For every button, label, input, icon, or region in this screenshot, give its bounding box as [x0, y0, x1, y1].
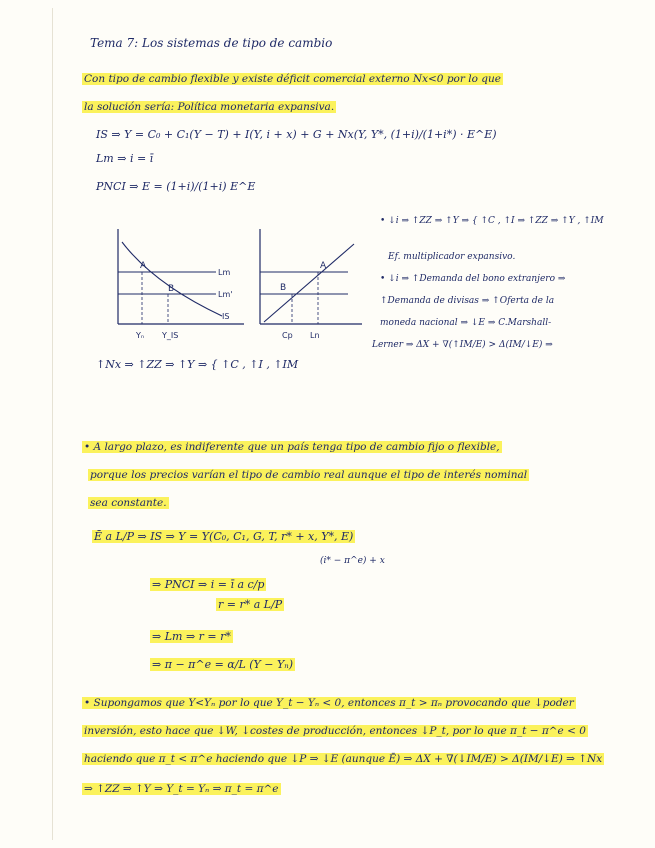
is-label: IS — [222, 312, 230, 321]
long-run-pnci: ⇒ PNCI ⇒ i = ī a c/p — [152, 578, 265, 591]
effect-line-2: Ef. multiplicador expansivo. — [388, 252, 516, 262]
conclusion-line-2: inversión, esto hace que ↓W, ↓costes de producción, entonces ↓P_t, por lo que π_t − π^e < 0 — [84, 725, 586, 737]
conclusion-line-3: haciendo que π_t < π^e haciendo que ↓P ⇒ ↓E (aunque Ē) ⇒ ΔX + ∇(↓IM/E) > Δ(IM/↓E) ⇒ ↑Nx — [84, 753, 603, 765]
yn-label: Yₙ — [136, 331, 145, 340]
page-title: Tema 7: Los sistemas de tipo de cambio — [90, 36, 333, 50]
ln-label: Ln — [310, 331, 320, 340]
effect-line-1: • ↓i ⇒ ↑ZZ ⇒ ↑Y ⇒ { ↑C , ↑I ⇒ ↑ZZ ⇒ ↑Y , ↑IM — [380, 216, 604, 226]
nx-effect-line: ↑Nx ⇒ ↑ZZ ⇒ ↑Y ⇒ { ↑C , ↑I , ↑IM — [96, 358, 299, 371]
effect-line-5: moneda nacional ⇒ ↓E ⇒ C.Marshall- — [380, 318, 552, 328]
intro-line-1: Con tipo de cambio flexible y existe déficit comercial externo Nx<0 por lo que — [84, 73, 501, 85]
long-run-is: Ē a L/P ⇒ IS ⇒ Y = Y(C₀, C₁, G, T, r* + x, Y*, E) — [94, 530, 354, 543]
point-b-label: B — [168, 284, 175, 294]
yis-label: Y_IS — [162, 331, 179, 340]
is-equation: IS ⇒ Y = C₀ + C₁(Y − T) + I(Y, i + x) + G + Nx(Y, Y*, (1+i)/(1+i*) · E^E) — [96, 128, 497, 141]
long-run-line-2: porque los precios varían el tipo de cambio real aunque el tipo de interés nominal — [90, 469, 528, 481]
long-run-phillips: ⇒ π − π^e = α/L (Y − Yₙ) — [152, 658, 294, 671]
long-run-under: (i* − π^e) + x — [320, 556, 385, 566]
effect-line-4: ↑Demanda de divisas ⇒ ↑Oferta de la — [380, 296, 555, 306]
long-run-line-3: sea constante. — [90, 497, 167, 509]
long-run-pnci-2: r = r* a L/P — [218, 598, 283, 611]
is-curve — [122, 242, 222, 316]
long-run-lm: ⇒ Lm ⇒ r = r* — [152, 630, 231, 643]
conclusion-line-4: ⇒ ↑ZZ ⇒ ↑Y ⇒ Y_t = Yₙ ⇒ π_t = π^e — [84, 783, 279, 795]
lm-label: Lm — [218, 268, 231, 277]
effect-line-3: • ↓i ⇒ ↑Demanda del bono extranjero ⇒ — [380, 274, 566, 284]
lm-equation: Lm ⇒ i = ī — [96, 152, 154, 165]
cp-label: Cp — [282, 331, 293, 340]
conclusion-line-1: • Supongamos que Y<Yₙ por lo que Y_t − Yₙ < 0, entonces π_t > πₙ provocando que ↓poder — [84, 697, 574, 709]
effect-line-6: Lerner ⇒ ΔX + ∇(↑IM/E) > Δ(IM/↓E) ⇒ — [372, 340, 553, 350]
right-point-b-label: B — [280, 283, 287, 293]
point-a-label: A — [140, 261, 147, 271]
long-run-line-1: • A largo plazo, es indiferente que un país tenga tipo de cambio fijo o flexible, — [84, 441, 500, 453]
is-lm-diagram — [104, 224, 254, 349]
pnci-equation: PNCI ⇒ E = (1+i)/(1+i) E^E — [96, 180, 256, 193]
lm-prime-label: Lm' — [218, 290, 233, 299]
pnci-diagram — [252, 224, 372, 349]
intro-line-2: la solución sería: Política monetaria expansiva. — [84, 101, 335, 113]
pnci-line — [264, 244, 354, 322]
right-point-a-label: A — [320, 261, 327, 271]
